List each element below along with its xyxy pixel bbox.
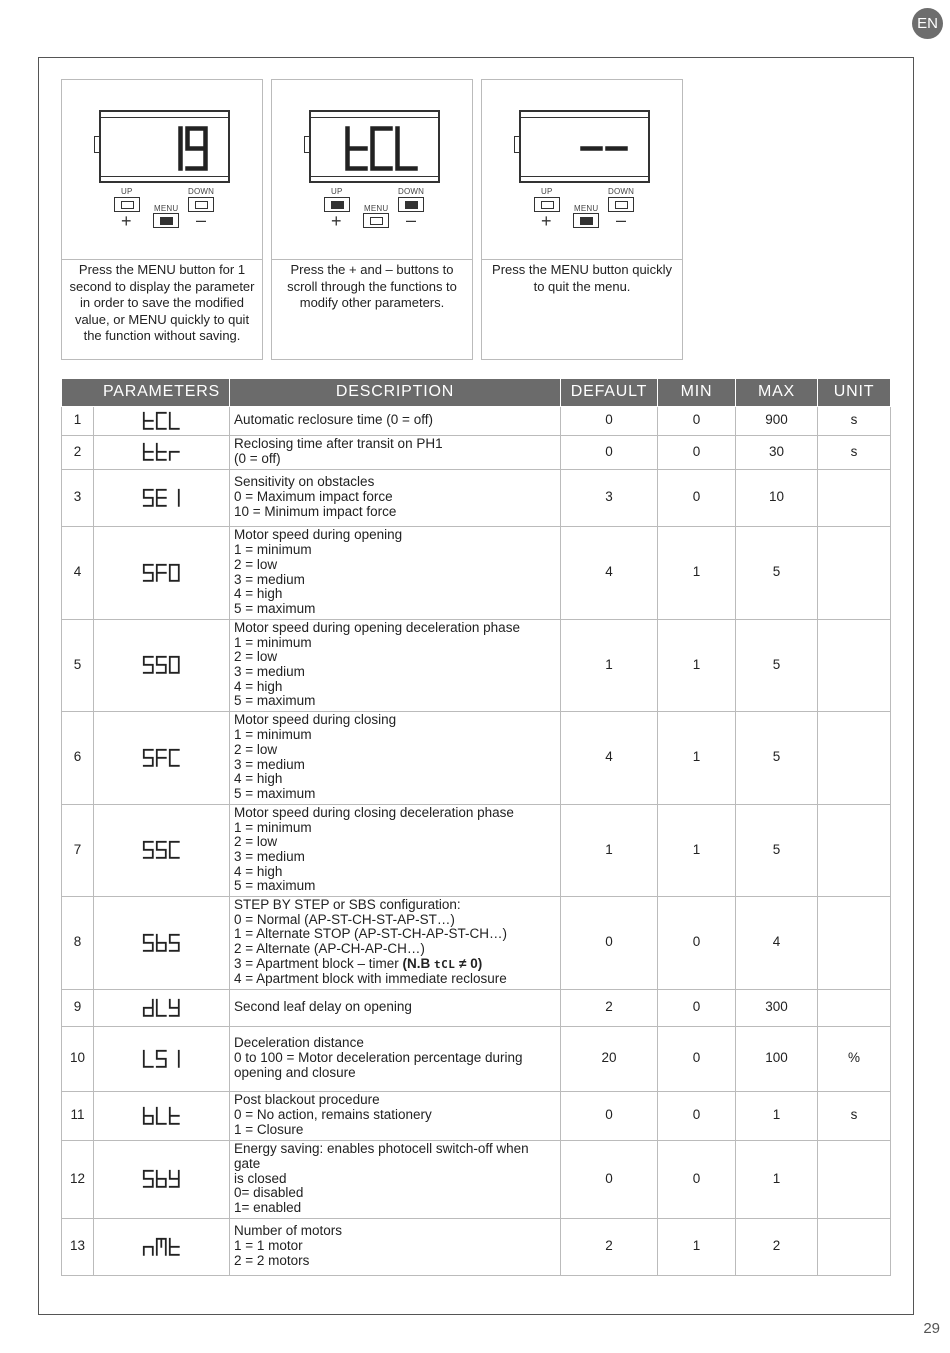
instruction-panel: [481, 79, 683, 360]
parameters-table: [61, 379, 891, 1276]
description-line: [234, 772, 556, 787]
min-value: 0: [658, 1026, 736, 1091]
unit-value: s: [818, 1091, 891, 1140]
description-text: Number of motors: [234, 1223, 343, 1239]
min-value: 0: [658, 469, 736, 526]
parameter-code-cell: [94, 619, 230, 711]
max-value: 100: [736, 1026, 818, 1091]
max-value: 4: [736, 896, 818, 989]
description-line: [234, 865, 556, 880]
parameter-code: [142, 840, 181, 860]
panel-instruction-text: Press the + and – buttons to scroll through the functions to modify other parameters.: [287, 262, 457, 310]
unit-value: [818, 804, 891, 896]
default-value: 1: [561, 804, 658, 896]
description-text: 1 = minimum: [234, 819, 312, 835]
description-line: [234, 636, 556, 651]
description-text: 3 = medium: [234, 664, 305, 679]
description-text: Post blackout procedure: [234, 1092, 380, 1108]
default-value: 0: [561, 435, 658, 469]
description-line: [234, 1172, 556, 1187]
parameter-code: [142, 933, 181, 953]
description-line: [234, 743, 556, 758]
description-line: [234, 602, 556, 617]
note-prefix: (N.B: [402, 955, 431, 971]
default-value: 2: [561, 1218, 658, 1275]
max-value: 5: [736, 804, 818, 896]
description-line: [234, 1201, 556, 1216]
description-text: Energy saving: enables photocell switch-off when: [234, 1141, 529, 1157]
description-line: [234, 573, 556, 588]
description-line: [234, 1036, 556, 1051]
description-text: 3 = Apartment block – timer: [234, 955, 399, 971]
plus-icon: +: [121, 211, 132, 231]
control-unit-illustration: [272, 80, 472, 260]
description-text: Deceleration distance: [234, 1035, 364, 1051]
control-unit-illustration: [482, 80, 682, 260]
table-row: [62, 619, 891, 711]
description-line: [234, 1093, 556, 1108]
header-unit: UNIT: [818, 379, 891, 406]
plus-icon: +: [541, 211, 552, 231]
description-text: Reclosing time after transit on PH1: [234, 436, 443, 452]
table-row: [62, 804, 891, 896]
menu-button-label: MENU: [154, 204, 179, 213]
row-number: 8: [62, 896, 94, 989]
max-value: 5: [736, 526, 818, 619]
description-text: 0 = No action, remains stationery: [234, 1107, 432, 1123]
description-text: STEP BY STEP or SBS configuration:: [234, 896, 461, 912]
page-number: 29: [923, 1320, 940, 1337]
menu-button-label: MENU: [364, 204, 389, 213]
description-text: 2 = low: [234, 649, 278, 665]
parameter-code: [142, 411, 181, 431]
description-text: is closed: [234, 1170, 287, 1186]
description-text: 2 = Alternate (AP-CH-AP-CH…): [234, 941, 425, 956]
parameter-description: [230, 1026, 561, 1091]
lcd-display: [99, 110, 230, 183]
min-value: 0: [658, 406, 736, 435]
unit-value: [818, 989, 891, 1026]
parameter-description: [230, 711, 561, 804]
min-value: 0: [658, 989, 736, 1026]
parameter-description: [230, 435, 561, 469]
description-text: 2 = 2 motors: [234, 1252, 310, 1268]
up-button-label: UP: [541, 187, 553, 196]
parameter-code-cell: [94, 1091, 230, 1140]
parameter-code-cell: [94, 435, 230, 469]
parameter-code: [142, 488, 181, 508]
description-line: [234, 942, 556, 957]
minus-icon: –: [196, 210, 207, 230]
description-text: Automatic reclosure time (0 = off): [234, 412, 433, 428]
description-line: [234, 413, 556, 428]
row-number: 7: [62, 804, 94, 896]
row-number: 10: [62, 1026, 94, 1091]
unit-value: [818, 619, 891, 711]
parameter-code: [142, 1169, 181, 1189]
timer-note: [399, 956, 483, 971]
min-value: 1: [658, 526, 736, 619]
parameter-code: [142, 998, 181, 1018]
description-text: 1 = minimum: [234, 542, 312, 558]
description-text: 1 = Alternate STOP (AP-ST-CH-AP-ST-CH…): [234, 926, 507, 942]
table-row: [62, 989, 891, 1026]
default-value: 3: [561, 469, 658, 526]
row-number: 13: [62, 1218, 94, 1275]
description-line: [234, 898, 556, 913]
description-line: [234, 835, 556, 850]
description-text: Motor speed during closing deceleration phase: [234, 804, 514, 820]
parameter-code: [142, 1049, 181, 1069]
down-button-label: DOWN: [188, 187, 215, 196]
description-text: 3 = medium: [234, 756, 305, 772]
note-suffix: ≠ 0): [459, 955, 483, 971]
parameter-code: [142, 1237, 181, 1257]
max-value: 5: [736, 619, 818, 711]
description-text: 1 = minimum: [234, 634, 312, 650]
description-line: [234, 1000, 556, 1015]
description-line: [234, 1108, 556, 1123]
max-value: 2: [736, 1218, 818, 1275]
description-text: 2 = low: [234, 741, 278, 757]
plus-icon: +: [331, 211, 342, 231]
description-text: (0 = off): [234, 451, 281, 466]
description-line: [234, 879, 556, 894]
max-value: 300: [736, 989, 818, 1026]
description-text: 2 = low: [234, 556, 278, 572]
description-text: 2 = low: [234, 834, 278, 850]
parameter-code-cell: [94, 1026, 230, 1091]
header-default: DEFAULT: [561, 379, 658, 406]
lcd-readout: [158, 124, 210, 173]
unit-value: [818, 896, 891, 989]
table-row: [62, 406, 891, 435]
description-line: [234, 558, 556, 573]
description-text: 0 = Normal (AP-ST-CH-ST-AP-ST…): [234, 911, 455, 927]
default-value: 0: [561, 406, 658, 435]
description-text: 4 = high: [234, 863, 283, 879]
table-row: [62, 711, 891, 804]
min-value: 0: [658, 896, 736, 989]
max-value: 900: [736, 406, 818, 435]
description-text: 5 = maximum: [234, 693, 316, 709]
header-parameters: PARAMETERS: [62, 379, 230, 406]
description-line: [234, 1186, 556, 1201]
parameter-code: [142, 442, 181, 462]
description-line: [234, 543, 556, 558]
menu-button[interactable]: [363, 213, 389, 228]
description-text: 5 = maximum: [234, 785, 316, 801]
lcd-readout: [578, 124, 630, 173]
description-text: 1 = 1 motor: [234, 1238, 303, 1254]
parameter-code-cell: [94, 711, 230, 804]
max-value: 5: [736, 711, 818, 804]
parameter-description: [230, 406, 561, 435]
description-line: [234, 437, 556, 452]
description-text: 0 to 100 = Motor deceleration percentage during: [234, 1050, 523, 1066]
parameter-description: [230, 619, 561, 711]
description-line: [234, 475, 556, 490]
table-row: [62, 896, 891, 989]
description-line: [234, 680, 556, 695]
unit-value: [818, 711, 891, 804]
description-line: [234, 713, 556, 728]
description-line: [234, 806, 556, 821]
parameter-code-cell: [94, 989, 230, 1026]
table-row: [62, 1140, 891, 1218]
lcd-display: [309, 110, 440, 183]
description-line: [234, 1066, 556, 1081]
description-line: [234, 758, 556, 773]
table-row: [62, 526, 891, 619]
header-max: MAX: [736, 379, 818, 406]
menu-button-label: MENU: [574, 204, 599, 213]
default-value: 0: [561, 896, 658, 989]
instruction-panel: [271, 79, 473, 360]
parameter-code: [142, 655, 181, 675]
up-button-label: UP: [121, 187, 133, 196]
row-number: 12: [62, 1140, 94, 1218]
note-code: tCL: [433, 957, 456, 971]
panel-instruction-text: Press the MENU button quickly to quit the menu.: [492, 262, 672, 294]
unit-value: [818, 469, 891, 526]
description-text: 5 = maximum: [234, 600, 316, 616]
description-line: [234, 1157, 556, 1172]
description-line: [234, 927, 556, 942]
parameter-code-cell: [94, 1140, 230, 1218]
row-number: 11: [62, 1091, 94, 1140]
parameter-description: [230, 526, 561, 619]
control-unit-illustration: [62, 80, 262, 260]
parameter-description: [230, 1140, 561, 1218]
parameter-description: [230, 1218, 561, 1275]
parameter-description: [230, 1091, 561, 1140]
table-row: [62, 435, 891, 469]
min-value: 1: [658, 711, 736, 804]
row-number: 2: [62, 435, 94, 469]
max-value: 30: [736, 435, 818, 469]
description-line: [234, 665, 556, 680]
table-header-row: [62, 379, 891, 406]
description-text: Motor speed during opening: [234, 527, 403, 543]
max-value: 10: [736, 469, 818, 526]
max-value: 1: [736, 1140, 818, 1218]
row-number: 5: [62, 619, 94, 711]
min-value: 1: [658, 804, 736, 896]
default-value: 20: [561, 1026, 658, 1091]
description-text: Sensitivity on obstacles: [234, 474, 375, 490]
up-button-label: UP: [331, 187, 343, 196]
description-line: [234, 787, 556, 802]
row-number: 4: [62, 526, 94, 619]
panel-instruction-text: Press the MENU button for 1 second to display the parameter in order to save the modified value, or MENU quickly to quit the function without saving.: [69, 262, 255, 343]
description-line: [234, 621, 556, 636]
description-text: Motor speed during closing: [234, 712, 397, 728]
min-value: 1: [658, 1218, 736, 1275]
parameter-code: [142, 1106, 181, 1126]
description-line: [234, 505, 556, 520]
description-line: [234, 650, 556, 665]
row-number: 1: [62, 406, 94, 435]
description-line: [234, 1142, 556, 1157]
unit-value: [818, 526, 891, 619]
parameter-code-cell: [94, 526, 230, 619]
description-line: [234, 728, 556, 743]
min-value: 1: [658, 619, 736, 711]
description-text: Second leaf delay on opening: [234, 999, 412, 1015]
description-text: 0 = Maximum impact force: [234, 489, 393, 505]
menu-button[interactable]: [153, 213, 179, 228]
lcd-display: [519, 110, 650, 183]
parameter-description: [230, 469, 561, 526]
header-min: MIN: [658, 379, 736, 406]
description-text: 10 = Minimum impact force: [234, 503, 397, 519]
description-text: 0= disabled: [234, 1185, 304, 1201]
default-value: 1: [561, 619, 658, 711]
unit-value: [818, 1140, 891, 1218]
unit-value: [818, 1218, 891, 1275]
description-line: [234, 913, 556, 928]
max-value: 1: [736, 1091, 818, 1140]
parameter-description: [230, 804, 561, 896]
description-text: gate: [234, 1155, 261, 1171]
table-row: [62, 469, 891, 526]
up-button[interactable]: [324, 197, 350, 212]
default-value: 4: [561, 711, 658, 804]
parameter-description: [230, 896, 561, 989]
table-row: [62, 1091, 891, 1140]
parameter-description: [230, 989, 561, 1026]
up-button[interactable]: [534, 197, 560, 212]
description-text: 1= enabled: [234, 1200, 302, 1216]
description-line: [234, 694, 556, 709]
unit-value: %: [818, 1026, 891, 1091]
language-badge: EN: [912, 8, 943, 39]
up-button[interactable]: [114, 197, 140, 212]
default-value: 2: [561, 989, 658, 1026]
parameter-code: [142, 563, 181, 583]
header-description: DESCRIPTION: [230, 379, 561, 406]
description-text: 4 = high: [234, 771, 283, 787]
min-value: 0: [658, 1140, 736, 1218]
default-value: 0: [561, 1091, 658, 1140]
description-line: [234, 1123, 556, 1138]
down-button-label: DOWN: [398, 187, 425, 196]
parameter-code-cell: [94, 1218, 230, 1275]
lcd-readout: [343, 124, 420, 173]
description-line: [234, 1051, 556, 1066]
parameter-code: [142, 748, 181, 768]
description-line: [234, 972, 556, 987]
description-text: opening and closure: [234, 1064, 356, 1080]
description-line: [234, 821, 556, 836]
description-line: [234, 528, 556, 543]
description-line: [234, 850, 556, 865]
description-line: [234, 1254, 556, 1269]
parameter-code-cell: [94, 469, 230, 526]
parameter-code-cell: [94, 804, 230, 896]
min-value: 0: [658, 1091, 736, 1140]
menu-button[interactable]: [573, 213, 599, 228]
description-line: [234, 452, 556, 467]
unit-value: s: [818, 435, 891, 469]
description-line: [234, 957, 556, 973]
default-value: 4: [561, 526, 658, 619]
row-number: 9: [62, 989, 94, 1026]
description-text: 1 = minimum: [234, 727, 312, 743]
description-text: 3 = medium: [234, 571, 305, 587]
description-text: 5 = maximum: [234, 878, 316, 894]
description-text: 4 = high: [234, 586, 283, 602]
row-number: 3: [62, 469, 94, 526]
instruction-panel: [61, 79, 263, 360]
default-value: 0: [561, 1140, 658, 1218]
parameter-code-cell: [94, 896, 230, 989]
description-line: [234, 1239, 556, 1254]
row-number: 6: [62, 711, 94, 804]
unit-value: s: [818, 406, 891, 435]
minus-icon: –: [616, 210, 627, 230]
description-line: [234, 490, 556, 505]
min-value: 0: [658, 435, 736, 469]
table-row: [62, 1218, 891, 1275]
description-text: 4 = high: [234, 678, 283, 694]
down-button-label: DOWN: [608, 187, 635, 196]
minus-icon: –: [406, 210, 417, 230]
description-line: [234, 587, 556, 602]
description-text: 4 = Apartment block with immediate reclosure: [234, 971, 507, 987]
table-row: [62, 1026, 891, 1091]
description-line: [234, 1224, 556, 1239]
parameter-code-cell: [94, 406, 230, 435]
description-text: 1 = Closure: [234, 1121, 304, 1137]
description-text: 3 = medium: [234, 849, 305, 864]
description-text: Motor speed during opening deceleration phase: [234, 619, 520, 635]
